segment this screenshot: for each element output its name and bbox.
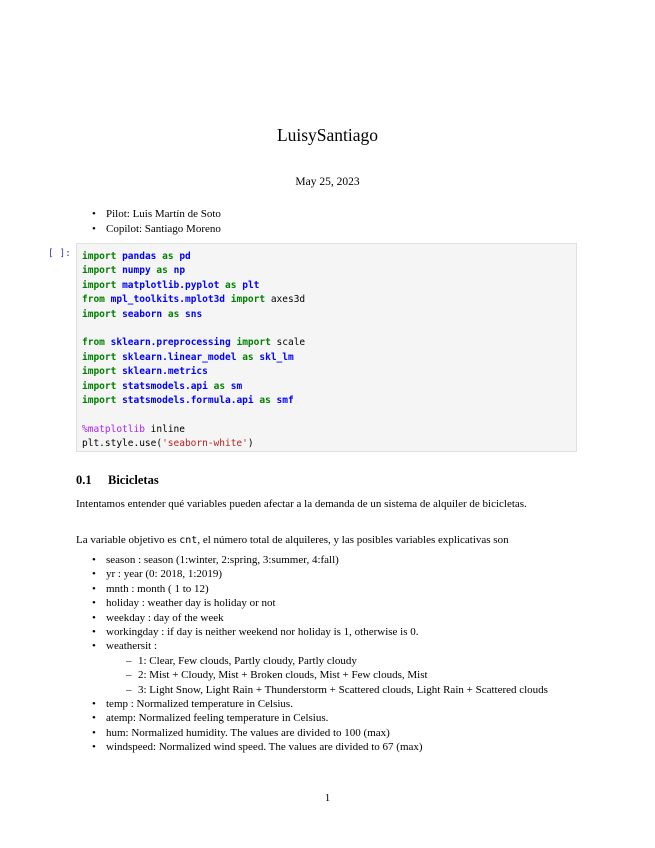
variable-list: [90, 553, 580, 755]
section-title: Bicicletas: [108, 473, 159, 487]
weathersit-sublist: [106, 654, 580, 697]
document-date: May 25, 2023: [295, 176, 360, 188]
sublist-item: – 2: Mist + Cloudy, Mist + Broken clouds, Mist + Few clouds, Mist: [122, 668, 580, 682]
list-item: • weathersit : – 1: Clear, Few clouds, Partly cloudy, Partly cloudy – 2: Mist + Cloudy, Mist + Broken clouds, Mist + Few clouds, Mist – 3: Light Snow, Light Rain + Thunderstorm + Scattered clouds, Light Rain + Scattered clouds: [90, 639, 580, 697]
author-list: [90, 207, 221, 236]
author-item: • Pilot: Luis Martín de Soto: [90, 207, 221, 222]
section-heading: [76, 473, 159, 488]
list-item: • weekday : day of the week: [90, 611, 580, 625]
code-block: import pandas as pd import numpy as np import matplotlib.pyplot as plt from mpl_toolkits.mplot3d import axes3d import seaborn as sns from sklearn.preprocessing import scale import sklearn.linear_model as skl_lm import sklearn.metrics import statsmodels.api as sm import statsmodels.formula.api as smf %matplotlib inline plt.style.use('seaborn-white'): [82, 251, 306, 450]
inline-code: cnt: [179, 535, 198, 546]
code-cell: [76, 243, 577, 452]
list-item: • yr : year (0: 2018, 1:2019): [90, 567, 580, 581]
sublist-item: – 3: Light Snow, Light Rain + Thunderstorm + Scattered clouds, Light Rain + Scattered clouds: [122, 683, 580, 697]
list-item: • season : season (1:winter, 2:spring, 3:summer, 4:fall): [90, 553, 580, 567]
section-number: 0.1: [76, 473, 92, 487]
list-item: • atemp: Normalized feeling temperature in Celsius.: [90, 711, 580, 725]
list-item: • hum: Normalized humidity. The values are divided to 100 (max): [90, 726, 580, 740]
page-number: 1: [324, 792, 331, 804]
target-variable-paragraph: La variable objetivo es cnt, el número total de alquileres, y las posibles variables explicativas son: [76, 534, 509, 546]
list-item: • workingday : if day is neither weekend nor holiday is 1, otherwise is 0.: [90, 625, 580, 639]
intro-paragraph: Intentamos entender qué variables pueden afectar a la demanda de un sistema de alquiler de bicicletas.: [76, 498, 527, 510]
document-title: LuisySantiago: [276, 125, 379, 145]
list-item: • mnth : month ( 1 to 12): [90, 582, 580, 596]
sublist-item: – 1: Clear, Few clouds, Partly cloudy, Partly cloudy: [122, 654, 580, 668]
list-item: • holiday : weather day is holiday or not: [90, 596, 580, 610]
list-item: • temp : Normalized temperature in Celsius.: [90, 697, 580, 711]
list-item: • windspeed: Normalized wind speed. The values are divided to 67 (max): [90, 740, 580, 754]
cell-prompt: [ ]:: [48, 248, 71, 259]
author-item: • Copilot: Santiago Moreno: [90, 222, 221, 237]
